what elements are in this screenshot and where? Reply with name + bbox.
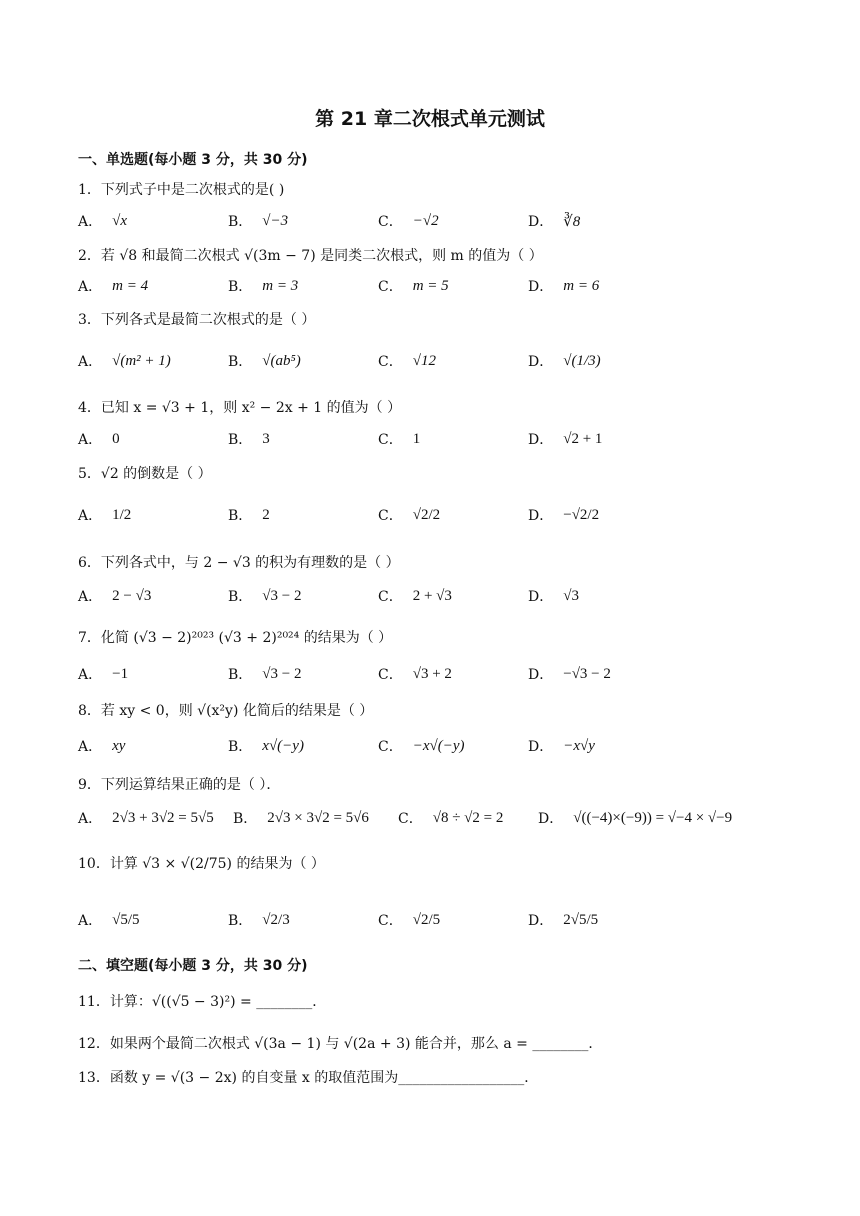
option-b[interactable]: B． √3 − 2 (228, 587, 302, 605)
option-c[interactable]: C． 2 + √3 (378, 587, 452, 605)
option-a[interactable]: A． −1 (78, 665, 129, 683)
option-b[interactable]: B． √2/3 (228, 911, 290, 929)
options-8 (78, 729, 798, 763)
option-b[interactable]: B． √(ab⁵) (228, 352, 301, 370)
option-b[interactable]: B． 2√3 × 3√2 = 5√6 (233, 809, 369, 827)
question-4: 4．已知 x = √3 + 1，则 x² − 2x + 1 的值为（ ） (78, 400, 402, 416)
option-a[interactable]: A． 0 (78, 430, 120, 448)
options-5 (78, 498, 798, 532)
option-c[interactable]: C． √3 + 2 (378, 665, 452, 683)
section-heading-fill-in: 二、填空题(每小题 3 分，共 30 分) (78, 958, 308, 974)
option-c[interactable]: C． √2/2 (378, 506, 441, 524)
option-c[interactable]: C． −√2 (378, 212, 439, 230)
options-7 (78, 657, 798, 691)
question-3: 3．下列各式是最简二次根式的是（ ） (78, 312, 316, 328)
question-11[interactable]: 11．计算：√((√5 − 3)²) = ________． (78, 994, 327, 1010)
section-heading-single-choice: 一、单选题(每小题 3 分，共 30 分) (78, 152, 308, 168)
option-d[interactable]: D． m = 6 (528, 277, 600, 295)
question-9: 9．下列运算结果正确的是（ ）． (78, 777, 281, 793)
option-a[interactable]: A． m = 4 (78, 277, 149, 295)
option-c[interactable]: C． 1 (378, 430, 421, 448)
options-9 (78, 801, 778, 835)
option-c[interactable]: C． √8 ÷ √2 = 2 (398, 809, 504, 827)
option-c[interactable]: C． √12 (378, 352, 436, 370)
options-3 (78, 344, 798, 378)
option-d[interactable]: D． √(1/3) (528, 352, 601, 370)
option-d[interactable]: D． −x√y (528, 737, 595, 755)
question-6: 6．下列各式中，与 2 − √3 的积为有理数的是（ ） (78, 555, 400, 571)
question-10: 10．计算 √3 × √(2/75) 的结果为（ ） (78, 856, 325, 872)
option-c[interactable]: C． −x√(−y) (378, 737, 465, 755)
options-10 (78, 903, 798, 937)
option-a[interactable]: A． √5/5 (78, 911, 140, 929)
option-b[interactable]: B． 3 (228, 430, 270, 448)
option-d[interactable]: D． 2√5/5 (528, 911, 599, 929)
option-a[interactable]: A． √(m² + 1) (78, 352, 171, 370)
page-title: 第 21 章二次根式单元测试 (315, 108, 545, 130)
option-d[interactable]: D． ∛8 (528, 213, 581, 230)
question-12[interactable]: 12．如果两个最简二次根式 √(3a − 1) 与 √(2a + 3) 能合并，那么 a = ________． (78, 1036, 603, 1052)
option-d[interactable]: D． √2 + 1 (528, 430, 603, 448)
option-b[interactable]: B． √−3 (228, 212, 289, 230)
options-1 (78, 204, 798, 238)
question-13[interactable]: 13．函数 y = √(3 − 2x) 的自变量 x 的取值范围为__________________． (78, 1070, 539, 1086)
options-6 (78, 579, 798, 613)
option-b[interactable]: B． √3 − 2 (228, 665, 302, 683)
question-1: 1．下列式子中是二次根式的是( ) (78, 182, 285, 198)
option-a[interactable]: A． xy (78, 737, 126, 755)
question-2: 2．若 √8 和最简二次根式 √(3m − 7) 是同类二次根式，则 m 的值为（ ） (78, 248, 543, 264)
options-4 (78, 422, 798, 456)
question-7: 7．化简 (√3 − 2)²⁰²³ (√3 + 2)²⁰²⁴ 的结果为（ ） (78, 630, 393, 646)
option-b[interactable]: B． m = 3 (228, 277, 299, 295)
option-b[interactable]: B． 2 (228, 506, 270, 524)
option-a[interactable]: A． √x (78, 212, 128, 230)
question-8: 8．若 xy < 0，则 √(x²y) 化简后的结果是（ ） (78, 703, 374, 719)
option-a[interactable]: A． 2√3 + 3√2 = 5√5 (78, 809, 214, 827)
option-a[interactable]: A． 1/2 (78, 506, 132, 524)
option-d[interactable]: D． −√2/2 (528, 506, 600, 524)
option-d[interactable]: D． √((−4)×(−9)) = √−4 × √−9 (538, 809, 733, 827)
option-c[interactable]: C． m = 5 (378, 277, 449, 295)
question-5: 5．√2 的倒数是（ ） (78, 466, 212, 482)
option-b[interactable]: B． x√(−y) (228, 737, 304, 755)
option-d[interactable]: D． −√3 − 2 (528, 665, 611, 683)
options-2 (78, 269, 798, 303)
option-a[interactable]: A． 2 − √3 (78, 587, 152, 605)
option-d[interactable]: D． √3 (528, 587, 579, 605)
option-c[interactable]: C． √2/5 (378, 911, 441, 929)
